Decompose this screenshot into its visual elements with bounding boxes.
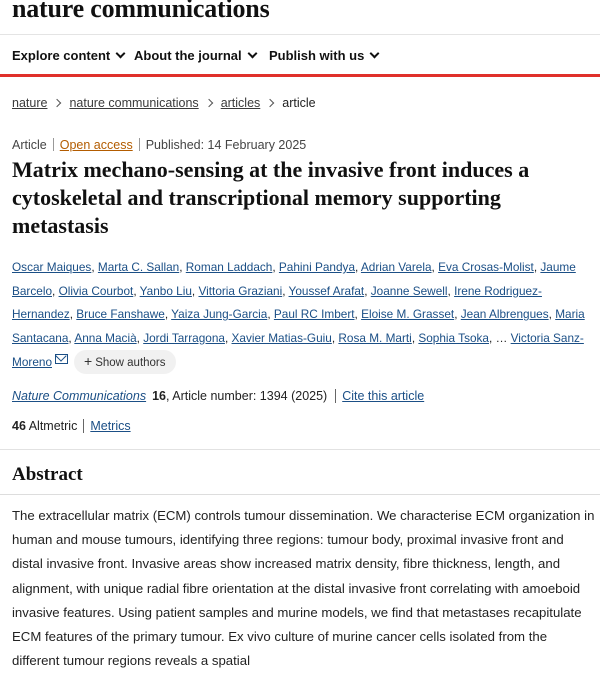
author-link[interactable]: Anna Macià [74,330,137,345]
accent-bar [0,74,600,77]
author-link[interactable]: Adrian Varela [360,260,432,274]
site-logo[interactable]: nature communications [12,0,270,23]
divider [139,138,140,151]
author-link[interactable]: Yanbo Liu [139,283,192,298]
metrics-link[interactable]: Metrics [90,419,131,433]
abstract-text: The extracellular matrix (ECM) controls tumour dissemination. We characterise ECM organization in human and mouse tumours, identifying three regions: tumour body, proximal invasive front and distal invasive front. Invasive areas show increased matrix density, fibre thickness, length, and alignment, with unique radial fibre orientation at the distal invasive front correlating with amoeboid invasive features. Using patient samples and murine models, we find that metastases recapitulate ECM features of the primary tumour. Ex vivo culture of murine cancer cells isolated from the different tumour regions reveals a spatial [12,508,595,669]
chevron-right-icon [53,99,61,107]
author-link[interactable]: Paul RC Imbert [273,307,355,321]
nav-explore-content[interactable] [12,48,124,63]
chevron-down-icon [370,49,380,59]
divider [53,138,54,151]
breadcrumb-nature[interactable]: nature [12,96,48,110]
nav-label: About the journal [134,48,242,63]
author-link[interactable]: Maria Santacana [12,307,585,345]
author-link[interactable]: Roman Laddach [185,260,273,274]
author-link[interactable]: Irene Rodriguez-Hernandez [12,283,542,321]
author-list: Oscar Maiques, Marta C. Sallan, Roman Laddach, Pahini Pandya, Adrian Varela, Eva Crosas-Molist, Jaume Barcelo, Olivia Courbot, Yanbo Liu, Vittoria Graziani, Youssef Arafat, Joanne Sewell, Irene Rodriguez-Hernandez, Bruce Fanshawe, Yaiza Jung-Garcia, Paul RC Imbert, Eloise M. Grasset, Jean Albrengues, Maria Santacana, Anna Macià, Jordi Tarragona, Xavier Matias-Guiu, Rosa M. Marti, Sophia Tsoka, … Victoria Sanz-Moreno + Show authors [12,256,594,375]
article-meta [12,138,306,152]
altmetric-score: 46 [12,419,26,433]
altmetric-label: Altmetric [28,419,78,433]
volume: 16 [152,389,166,403]
mail-icon[interactable] [55,354,68,364]
author-link[interactable]: Marta C. Sallan [97,260,180,274]
breadcrumb-current: article [282,96,316,110]
nav-label: Publish with us [269,48,365,63]
nav-label: Explore content [12,48,111,63]
author-link[interactable]: Yaiza Jung-Garcia [171,307,268,321]
author-link[interactable]: Sophia Tsoka [418,330,489,345]
metrics-line [12,419,131,433]
cite-article-link[interactable]: Cite this article [342,389,425,403]
section-divider [0,494,600,495]
chevron-right-icon [266,99,274,107]
show-authors-label: Show authors [95,357,166,369]
author-link[interactable]: Xavier Matias-Guiu [231,330,332,345]
divider [83,419,84,433]
author-link[interactable]: Jaume Barcelo [12,260,576,298]
author-ellipsis: … [495,330,508,345]
plus-icon: + [84,353,93,369]
citation-line: Nature Communications 16, Article number: 1394 (2025) Cite this article [12,389,425,403]
open-access-link[interactable]: Open access [59,138,133,152]
author-link[interactable]: Olivia Courbot [58,283,134,298]
breadcrumb [12,96,316,110]
author-link[interactable]: Oscar Maiques [12,260,92,274]
author-link[interactable]: Eva Crosas-Molist [438,260,534,274]
author-link[interactable]: Vittoria Graziani [198,283,283,298]
article-title: Matrix mechano-sensing at the invasive front induces a cytoskeletal and transcriptional memory supporting metastasis [12,157,530,238]
nav-publish-with-us[interactable] [269,48,378,63]
breadcrumb-nature-communications[interactable]: nature communications [69,96,199,110]
journal-link[interactable]: Nature Communications [12,389,147,403]
author-link[interactable]: Youssef Arafat [288,283,365,298]
nav-about-journal[interactable] [134,48,256,63]
article-type: Article [12,138,47,152]
author-link[interactable]: Eloise M. Grasset [361,307,455,321]
chevron-right-icon [204,99,212,107]
article-number: Article number: 1394 (2025) [172,389,328,403]
divider [335,389,336,403]
author-link[interactable]: Jordi Tarragona [143,330,225,345]
main-nav [0,34,600,77]
chevron-down-icon [116,49,126,59]
author-link[interactable]: Jean Albrengues [460,307,549,321]
published-date: Published: 14 February 2025 [145,138,307,152]
author-link[interactable]: Bruce Fanshawe [76,307,165,321]
author-link[interactable]: Pahini Pandya [278,260,356,274]
section-divider [0,449,600,450]
author-link[interactable]: Joanne Sewell [370,283,448,298]
show-authors-button[interactable] [74,350,176,374]
abstract-heading: Abstract [12,464,83,485]
corresponding-author-link[interactable]: Victoria Sanz-Moreno [12,330,584,369]
chevron-down-icon [247,49,257,59]
breadcrumb-articles[interactable]: articles [220,96,261,110]
author-link[interactable]: Rosa M. Marti [338,330,412,345]
